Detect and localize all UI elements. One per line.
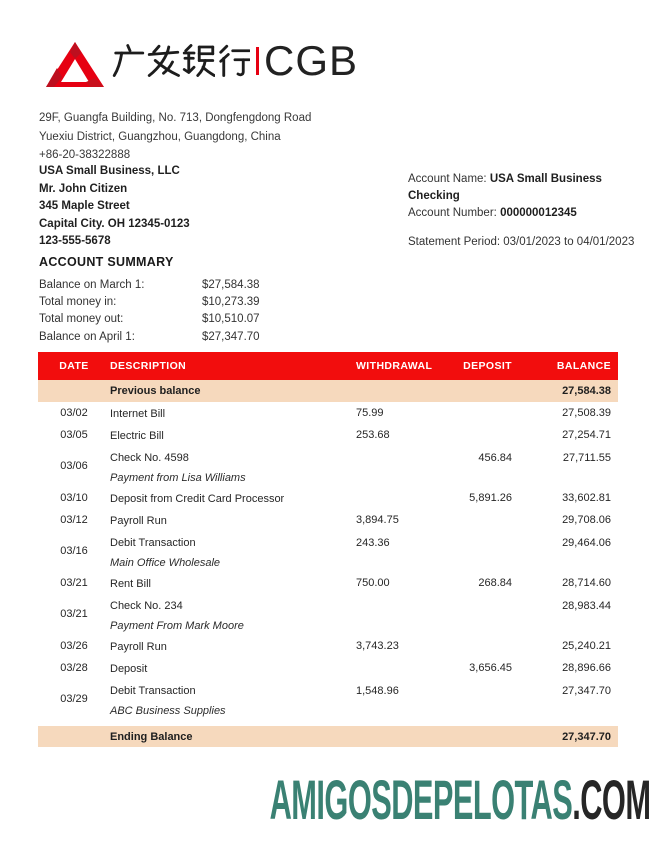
transaction-balance: 27,254.71 <box>562 429 611 441</box>
cgb-logo-icon <box>45 41 105 93</box>
transaction-deposit: 456.84 <box>478 452 512 464</box>
transaction-row <box>38 402 618 424</box>
transactions-table <box>38 352 618 747</box>
transaction-date: 03/02 <box>60 406 88 419</box>
cjk-char-xing <box>217 44 250 77</box>
summary-row <box>39 294 260 311</box>
transaction-balance: 28,983.44 <box>562 600 611 612</box>
cjk-char-fa <box>147 44 180 77</box>
transaction-balance: 33,602.81 <box>562 492 611 504</box>
transaction-description: Deposit <box>110 663 148 675</box>
bank-address-line2: Yuexiu District, Guangzhou, Guangdong, China <box>39 130 281 143</box>
transaction-rows <box>38 402 618 720</box>
transaction-date: 03/06 <box>60 460 88 472</box>
account-summary <box>39 277 260 346</box>
summary-label: Balance on April 1: <box>39 330 135 343</box>
transaction-date: 03/05 <box>60 428 88 441</box>
statement-period-label: Statement Period: <box>408 236 501 248</box>
column-header-balance: BALANCE <box>556 360 611 372</box>
transaction-description: Payroll Run <box>110 641 167 653</box>
transaction-row <box>38 594 618 635</box>
customer-street: 345 Maple Street <box>39 200 130 212</box>
transaction-description: Deposit from Credit Card Processor <box>110 493 285 505</box>
transaction-withdrawal: 3,743.23 <box>356 640 399 652</box>
cjk-char-guang <box>112 44 145 77</box>
transaction-row <box>38 487 618 509</box>
watermark-primary: AMIGOSDEPELOTAS <box>269 768 572 831</box>
transaction-date: 03/28 <box>60 661 88 674</box>
ending-balance-value: 27,347.70 <box>562 730 611 743</box>
transaction-row <box>38 635 618 657</box>
logo-latin-text: CGB <box>264 37 359 84</box>
transaction-row <box>38 572 618 594</box>
transaction-balance: 27,711.55 <box>562 452 611 464</box>
transaction-row <box>38 679 618 720</box>
transaction-description: Debit Transaction <box>110 537 196 549</box>
transaction-deposit: 5,891.26 <box>469 492 512 504</box>
transaction-description: Payroll Run <box>110 515 167 527</box>
customer-company: USA Small Business, LLC <box>39 165 180 177</box>
statement-period-value: 03/01/2023 to 04/01/2023 <box>503 236 635 248</box>
transaction-balance: 28,714.60 <box>562 577 611 589</box>
ending-balance-row <box>38 726 618 747</box>
transaction-note: ABC Business Supplies <box>110 705 226 717</box>
cjk-char-yin <box>182 44 215 77</box>
account-number-line <box>408 205 652 222</box>
transaction-description: Check No. 4598 <box>110 452 189 464</box>
transaction-description: Internet Bill <box>110 408 166 420</box>
transaction-balance: 29,464.06 <box>562 537 611 549</box>
previous-balance-row <box>38 380 618 402</box>
transaction-description: Rent Bill <box>110 578 151 590</box>
watermark-suffix: .COM <box>571 768 650 831</box>
summary-row <box>39 311 260 328</box>
transaction-date: 03/10 <box>60 491 88 504</box>
column-header-date: DATE <box>59 359 89 372</box>
transaction-withdrawal: 243.36 <box>356 537 390 549</box>
table-header-row <box>38 352 618 380</box>
bank-address <box>39 109 311 165</box>
transaction-row <box>38 424 618 446</box>
transaction-withdrawal: 3,894.75 <box>356 514 399 526</box>
summary-row <box>39 277 260 294</box>
statement-period-line <box>408 234 652 251</box>
summary-row <box>39 329 260 346</box>
customer-address-block <box>39 163 190 251</box>
transaction-deposit: 3,656.45 <box>469 662 512 674</box>
transaction-description: Check No. 234 <box>110 600 183 612</box>
account-number-value: 000000012345 <box>500 207 577 219</box>
summary-label: Total money in: <box>39 296 117 309</box>
customer-phone: 123-555-5678 <box>39 235 111 247</box>
transaction-description: Debit Transaction <box>110 685 196 697</box>
summary-value: $27,584.38 <box>202 279 260 291</box>
customer-name: Mr. John Citizen <box>39 182 128 195</box>
transaction-note: Payment From Mark Moore <box>110 620 244 632</box>
summary-label: Balance on March 1: <box>39 279 145 291</box>
transaction-withdrawal: 75.99 <box>356 407 384 419</box>
transaction-date: 03/16 <box>60 545 88 557</box>
transaction-date: 03/26 <box>60 639 88 652</box>
account-summary-title: ACCOUNT SUMMARY <box>39 255 174 269</box>
previous-balance-label: Previous balance <box>110 385 201 397</box>
summary-value: $10,273.39 <box>202 296 260 309</box>
bank-logotype <box>112 37 359 84</box>
transaction-withdrawal: 253.68 <box>356 429 390 441</box>
transaction-withdrawal: 1,548.96 <box>356 685 399 697</box>
transaction-note: Main Office Wholesale <box>110 557 221 569</box>
site-watermark <box>269 770 650 830</box>
bank-address-line1: 29F, Guangfa Building, No. 713, Dongfengdong Road <box>39 112 312 124</box>
transaction-row <box>38 509 618 531</box>
summary-label: Total money out: <box>39 313 124 326</box>
transaction-balance: 28,896.66 <box>562 662 611 674</box>
transaction-date: 03/29 <box>60 693 88 705</box>
transaction-description: Electric Bill <box>110 430 164 442</box>
ending-balance-label: Ending Balance <box>110 730 193 743</box>
bank-phone: +86-20-38322888 <box>39 149 131 161</box>
column-header-description: DESCRIPTION <box>110 360 187 372</box>
transaction-deposit: 268.84 <box>478 577 512 589</box>
transaction-row <box>38 657 618 679</box>
account-info-block <box>408 171 652 251</box>
account-name-value: USA Small Business Checking <box>408 173 602 202</box>
account-name-label: Account Name: <box>408 173 487 185</box>
transaction-date: 03/12 <box>60 513 88 526</box>
transaction-note: Payment from Lisa Williams <box>110 472 246 484</box>
transaction-row <box>38 531 618 572</box>
transaction-date: 03/21 <box>60 608 88 620</box>
column-header-deposit: DEPOSIT <box>463 360 512 372</box>
customer-city: Capital City. OH 12345-0123 <box>39 217 190 230</box>
transaction-balance: 27,508.39 <box>562 407 611 419</box>
transaction-row <box>38 446 618 487</box>
transaction-balance: 29,708.06 <box>562 514 611 526</box>
transaction-balance: 27,347.70 <box>562 685 611 697</box>
account-number-label: Account Number: <box>408 207 497 219</box>
summary-value: $27,347.70 <box>202 330 260 343</box>
previous-balance-value: 27,584.38 <box>562 385 611 397</box>
transaction-balance: 25,240.21 <box>562 640 611 652</box>
account-name-line <box>408 171 652 205</box>
transaction-withdrawal: 750.00 <box>356 577 390 589</box>
summary-value: $10,510.07 <box>202 313 260 326</box>
column-header-withdrawal: WITHDRAWAL <box>356 360 433 372</box>
transaction-date: 03/21 <box>60 576 88 589</box>
logo-divider <box>256 47 259 75</box>
